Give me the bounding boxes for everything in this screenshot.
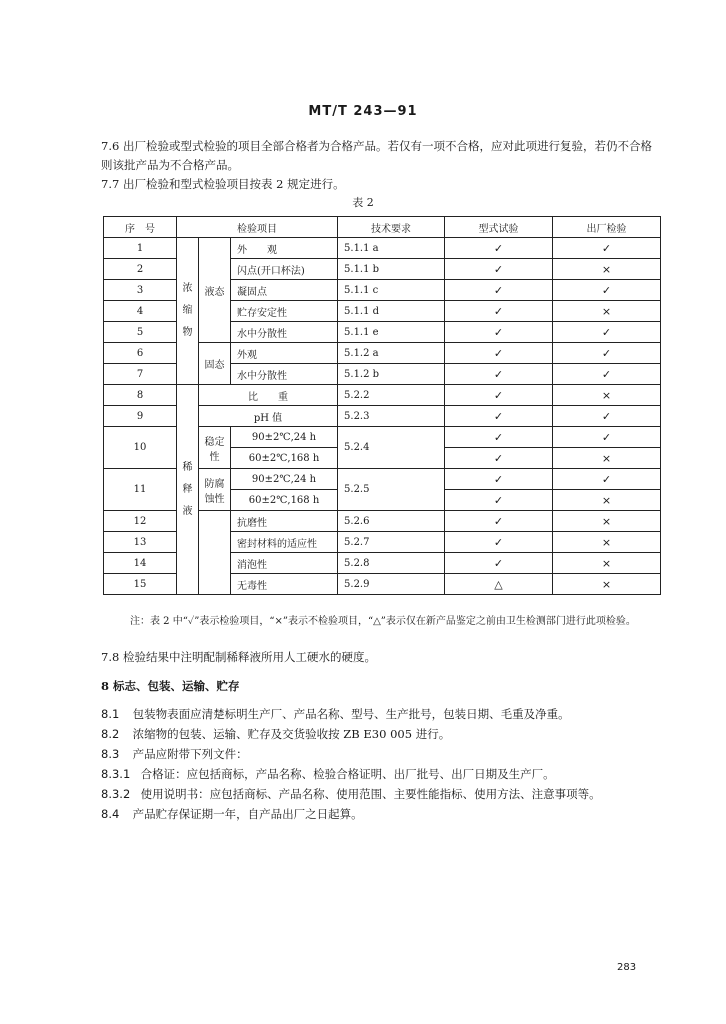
- clause-8-2: [101, 725, 450, 744]
- row-number: 2: [104, 259, 177, 280]
- header-factory-test: 出厂检验: [553, 217, 661, 238]
- factory-test-mark: ✓: [553, 322, 661, 343]
- type-test-mark: ✓: [445, 385, 553, 406]
- factory-test-mark: ×: [553, 490, 661, 511]
- row-number: 8: [104, 385, 177, 406]
- clause-text: 浓缩物的包装、运输、贮存及交货验收按 ZB E30 005 进行。: [132, 727, 451, 741]
- table-header-row: [104, 217, 661, 238]
- clause-number: 8.3.2: [101, 787, 131, 801]
- clause-text: 包装物表面应清楚标明生产厂、产品名称、型号、生产批号，包装日期、毛重及净重。: [132, 707, 570, 721]
- item-requirement: 5.2.4: [338, 427, 445, 469]
- type-test-mark: ✓: [445, 343, 553, 364]
- type-test-mark: △: [445, 574, 553, 595]
- factory-test-mark: ×: [553, 532, 661, 553]
- factory-test-mark: ✓: [553, 406, 661, 427]
- item-requirement: 5.1.1 d: [338, 301, 445, 322]
- row-number: 6: [104, 343, 177, 364]
- factory-test-mark: ×: [553, 448, 661, 469]
- inspection-table: [103, 216, 661, 595]
- row-number: 5: [104, 322, 177, 343]
- row-number: 7: [104, 364, 177, 385]
- type-test-mark: ✓: [445, 469, 553, 490]
- type-test-mark: ✓: [445, 553, 553, 574]
- item-name: 密封材料的适应性: [231, 532, 338, 553]
- subgroup-stability: 稳定 性: [199, 427, 231, 469]
- type-test-mark: ✓: [445, 280, 553, 301]
- type-test-mark: ✓: [445, 448, 553, 469]
- type-test-mark: ✓: [445, 427, 553, 448]
- subgroup-blank: [199, 511, 231, 595]
- factory-test-mark: ×: [553, 301, 661, 322]
- item-requirement: 5.1.2 b: [338, 364, 445, 385]
- clause-7-8: 7.8 检验结果中注明配制稀释液所用人工硬水的硬度。: [101, 650, 376, 664]
- factory-test-mark: ✓: [553, 280, 661, 301]
- row-number: 9: [104, 406, 177, 427]
- header-seq: 序 号: [104, 217, 177, 238]
- clause-7-6: 7.6 出厂检验或型式检验的项目全部合格者为合格产品。若仅有一项不合格，应对此项进行复验，若仍不合格则该批产品为不合格产品。: [101, 139, 652, 172]
- item-requirement: 5.2.8: [338, 553, 445, 574]
- item-name: 消泡性: [231, 553, 338, 574]
- type-test-mark: ✓: [445, 259, 553, 280]
- item-name: 外 观: [231, 238, 338, 259]
- type-test-mark: ✓: [445, 364, 553, 385]
- type-test-mark: ✓: [445, 490, 553, 511]
- item-name: 闪点(开口杯法): [231, 259, 338, 280]
- row-number: 4: [104, 301, 177, 322]
- header-requirement: 技术要求: [338, 217, 445, 238]
- type-test-mark: ✓: [445, 238, 553, 259]
- page-number: 283: [617, 962, 637, 973]
- type-test-mark: ✓: [445, 301, 553, 322]
- clause-8-1: [101, 705, 570, 724]
- table-row: [104, 238, 661, 259]
- item-requirement: 5.2.6: [338, 511, 445, 532]
- clause-number: 8.4: [101, 807, 120, 821]
- item-requirement: 5.2.5: [338, 469, 445, 511]
- item-name: 水中分散性: [231, 322, 338, 343]
- subgroup-corrosion: 防腐 蚀性: [199, 469, 231, 511]
- clause-8-3: [101, 745, 248, 764]
- item-requirement: 5.2.3: [338, 406, 445, 427]
- item-requirement: 5.2.9: [338, 574, 445, 595]
- item-name: 比 重: [199, 385, 338, 406]
- factory-test-mark: ×: [553, 385, 661, 406]
- clause-7-7: 7.7 出厂检验和型式检验项目按表 2 规定进行。: [101, 177, 345, 191]
- factory-test-mark: ×: [553, 511, 661, 532]
- group-dilution: 稀 释 液: [177, 385, 199, 595]
- item-requirement: 5.1.2 a: [338, 343, 445, 364]
- item-name: 无毒性: [231, 574, 338, 595]
- item-requirement: 5.1.1 e: [338, 322, 445, 343]
- clause-text: 产品应附带下列文件：: [132, 747, 248, 761]
- row-number: 10: [104, 427, 177, 469]
- factory-test-mark: ×: [553, 574, 661, 595]
- item-name: 凝固点: [231, 280, 338, 301]
- clause-number: 8.3: [101, 747, 120, 761]
- item-name: 60±2℃,168 h: [231, 490, 338, 511]
- clause-number: 8.3.1: [101, 767, 131, 781]
- item-name: 抗磨性: [231, 511, 338, 532]
- item-name: 外观: [231, 343, 338, 364]
- item-requirement: 5.1.1 c: [338, 280, 445, 301]
- item-requirement: 5.1.1 a: [338, 238, 445, 259]
- table-note: 注：表 2 中“✓”表示检验项目，“×”表示不检验项目，“△”表示仅在新产品鉴定之前由卫生检测部门进行此项检验。: [130, 616, 636, 627]
- factory-test-mark: ×: [553, 259, 661, 280]
- clause-8-4: [101, 805, 363, 824]
- clause-text: 产品贮存保证期一年，自产品出厂之日起算。: [132, 807, 363, 821]
- header-type-test: 型式试验: [445, 217, 553, 238]
- row-number: 15: [104, 574, 177, 595]
- row-number: 11: [104, 469, 177, 511]
- row-number: 3: [104, 280, 177, 301]
- item-requirement: 5.2.7: [338, 532, 445, 553]
- item-name: 贮存安定性: [231, 301, 338, 322]
- clause-8-3-1: [101, 765, 555, 784]
- clause-text: 使用说明书：应包括商标、产品名称、使用范围、主要性能指标、使用方法、注意事项等。: [140, 787, 601, 801]
- clause-number: 8.2: [101, 727, 120, 741]
- subgroup-liquid: 液态: [199, 238, 231, 343]
- item-name: 90±2℃,24 h: [231, 469, 338, 490]
- type-test-mark: ✓: [445, 406, 553, 427]
- factory-test-mark: ✓: [553, 427, 661, 448]
- clause-8-3-2: [101, 785, 601, 804]
- subgroup-solid: 固态: [199, 343, 231, 385]
- type-test-mark: ✓: [445, 322, 553, 343]
- item-name: 水中分散性: [231, 364, 338, 385]
- row-number: 14: [104, 553, 177, 574]
- group-concentrate: 浓 缩 物: [177, 238, 199, 385]
- factory-test-mark: ×: [553, 553, 661, 574]
- row-number: 12: [104, 511, 177, 532]
- item-name: 60±2℃,168 h: [231, 448, 338, 469]
- table-row: [104, 385, 661, 406]
- item-name: pH 值: [199, 406, 338, 427]
- factory-test-mark: ✓: [553, 364, 661, 385]
- row-number: 1: [104, 238, 177, 259]
- standard-header: MT/T 243—91: [308, 104, 418, 119]
- clause-text: 合格证：应包括商标，产品名称、检验合格证明、出厂批号、出厂日期及生产厂。: [140, 767, 555, 781]
- row-number: 13: [104, 532, 177, 553]
- section-8-title: 8 标志、包装、运输、贮存: [101, 679, 240, 693]
- item-requirement: 5.1.1 b: [338, 259, 445, 280]
- factory-test-mark: ✓: [553, 343, 661, 364]
- factory-test-mark: ✓: [553, 238, 661, 259]
- type-test-mark: ✓: [445, 532, 553, 553]
- header-item: 检验项目: [177, 217, 338, 238]
- item-name: 90±2℃,24 h: [231, 427, 338, 448]
- type-test-mark: ✓: [445, 511, 553, 532]
- item-requirement: 5.2.2: [338, 385, 445, 406]
- factory-test-mark: ✓: [553, 469, 661, 490]
- table-caption: 表 2: [352, 196, 374, 209]
- clause-number: 8.1: [101, 707, 120, 721]
